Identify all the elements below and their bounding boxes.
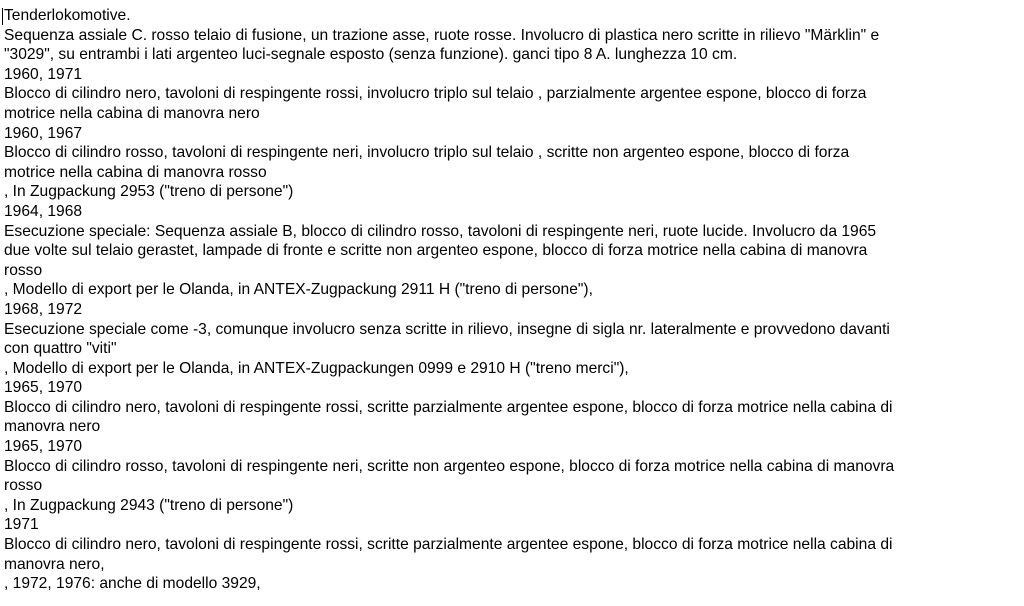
document-line: 1971 [4,516,39,534]
document-line: 1968, 1972 [4,300,83,318]
document-line: , In Zugpackung 2953 ("treno di persone") [4,183,294,201]
document-line: Blocco di cilindro nero, tavoloni di respingente rossi, scritte parzialmente argentee espone, blocco di forza motrice nella cabina di [4,398,893,416]
document-line: Blocco di cilindro rosso, tavoloni di respingente neri, involucro triplo sul telaio , scritte non argenteo espone, blocco di forza [4,144,850,162]
document-line: motrice nella cabina di manovra nero [4,104,260,122]
document-line: "3029", su entrambi i lati argenteo luci-segnale esposto (senza funzione). ganci tipo 8 A. lunghezza 10 cm. [4,46,738,64]
document-line: 1965, 1970 [4,438,83,456]
document-line: motrice nella cabina di manovra rosso [4,163,267,181]
document-line: Tenderlokomotive. [4,7,131,24]
document-line: rosso [4,477,43,495]
document-line: 1960, 1967 [4,124,83,142]
document-line: due volte sul telaio gerastet, lampade di fronte e scritte non argenteo espone, blocco di forza motrice nella cabina di manovra [4,242,868,260]
document-line: , Modello di export per le Olanda, in ANTEX-Zugpackung 2911 H ("treno di persone"), [4,281,593,299]
document-line: manovra nero [4,418,101,436]
document-line: Blocco di cilindro rosso, tavoloni di respingente neri, scritte non argenteo espone, blocco di forza motrice nella cabina di manovra [4,457,895,475]
document-line: rosso [4,261,43,279]
document-line: Esecuzione speciale come -3, comunque involucro senza scritte in rilievo, insegne di sigla nr. lateralmente e provvedono davanti [4,320,890,338]
document-line: Blocco di cilindro nero, tavoloni di respingente rossi, involucro triplo sul telaio , parzialmente argentee espone, blocco di forza [4,85,867,103]
document-line: 1964, 1968 [4,202,83,220]
document-line: 1960, 1971 [4,65,83,83]
document-line: Esecuzione speciale: Sequenza assiale B, blocco di cilindro rosso, tavoloni di respingente neri, ruote lucide. Involucro da 1965 [4,222,877,240]
text-cursor [2,8,3,25]
document-line: , Modello di export per le Olanda, in ANTEX-Zugpackungen 0999 e 2910 H ("treno merci"), [4,359,629,377]
document-line: con quattro "viti" [4,340,117,358]
document-line: Blocco di cilindro nero, tavoloni di respingente rossi, scritte parzialmente argentee espone, blocco di forza motrice nella cabina di [4,536,893,554]
document-body [4,6,1020,594]
document-line: , In Zugpackung 2943 ("treno di persone") [4,496,294,514]
document-line: , 1972, 1976: anche di modello 3929, [4,575,261,593]
document-line: manovra nero, [4,555,105,573]
document-line: Sequenza assiale C. rosso telaio di fusione, un trazione asse, ruote rosse. Involucro di plastica nero scritte in rilievo "Märklin" e [4,26,880,44]
document-line: 1965, 1970 [4,379,83,397]
